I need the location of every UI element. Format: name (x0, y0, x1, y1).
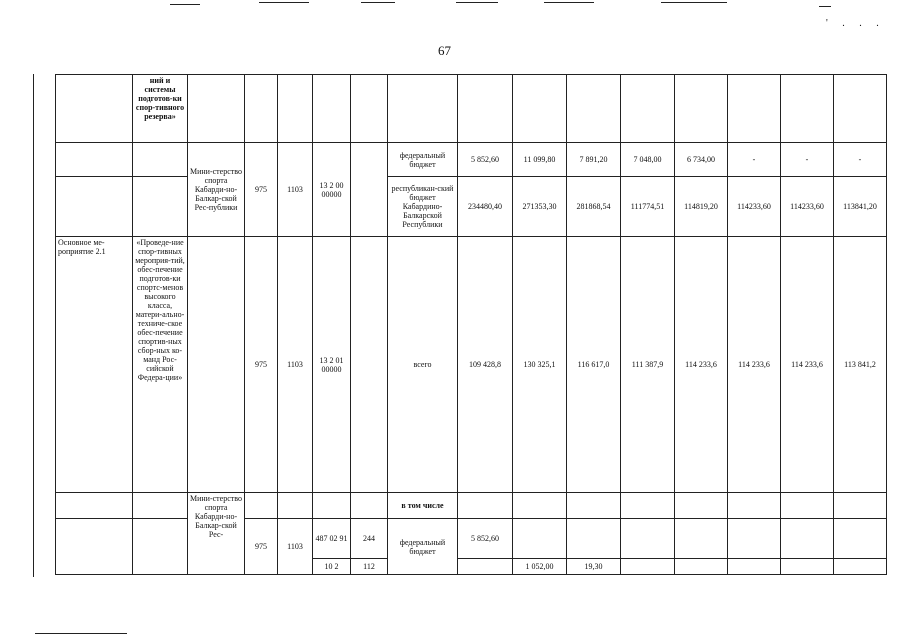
csr-cell: 487 02 91 (313, 519, 351, 559)
value-cell: 113841,20 (834, 177, 887, 237)
value-cell: - (781, 143, 834, 177)
status-cell (56, 493, 133, 519)
value-cell (567, 75, 621, 143)
value-cell: 271353,30 (513, 177, 567, 237)
top-rule-4 (456, 2, 498, 3)
source-cell: всего (388, 237, 458, 493)
grbs-cell: 975 (245, 143, 278, 237)
table-row (56, 237, 887, 493)
value-cell (567, 519, 621, 559)
value-cell (675, 519, 728, 559)
source-cell: федеральный бюджет (388, 519, 458, 575)
value-cell: 111774,51 (621, 177, 675, 237)
status-cell (56, 75, 133, 143)
value-cell (781, 519, 834, 559)
value-cell (675, 559, 728, 575)
value-cell: 1 052,00 (513, 559, 567, 575)
value-cell (621, 493, 675, 519)
top-rule-2 (259, 2, 309, 3)
value-cell (781, 493, 834, 519)
value-cell: 234480,40 (458, 177, 513, 237)
grbs-cell (245, 75, 278, 143)
value-cell (728, 519, 781, 559)
value-cell (728, 559, 781, 575)
value-cell (621, 559, 675, 575)
scan-marks: ' . . . (826, 18, 885, 29)
name-cell (133, 493, 188, 519)
value-cell (781, 559, 834, 575)
executor-cell: Мини-стерство спорта Кабарди-но-Балкар-ской Рес-публики (188, 143, 245, 237)
value-cell: 5 852,60 (458, 519, 513, 559)
name-cell: ний и системы подготов-ки спор-тивного резерва» (133, 75, 188, 143)
value-cell (621, 75, 675, 143)
csr-cell (313, 493, 351, 519)
left-margin-line (33, 74, 34, 577)
value-cell: 111 387,9 (621, 237, 675, 493)
value-cell (567, 493, 621, 519)
executor-cell: Мини-стерство спорта Кабарди-но-Балкар-ской Рес- (188, 493, 245, 575)
vr-cell: 112 (351, 559, 388, 575)
rzpr-cell: 1103 (278, 143, 313, 237)
status-cell: Основное ме-роприятие 2.1 (56, 237, 133, 493)
value-cell: 19,30 (567, 559, 621, 575)
grbs-cell: 975 (245, 237, 278, 493)
top-rule-6 (661, 2, 727, 3)
value-cell: 6 734,00 (675, 143, 728, 177)
value-cell (834, 493, 887, 519)
vr-cell: 244 (351, 519, 388, 559)
value-cell (834, 519, 887, 559)
value-cell (834, 75, 887, 143)
table-row (56, 177, 887, 237)
rzpr-cell (278, 493, 313, 519)
value-cell: 113 841,2 (834, 237, 887, 493)
value-cell (675, 493, 728, 519)
executor-cell (188, 237, 245, 493)
name-cell: «Проведе-ние спор-тивных мероприя-тий, обес-печение подготов-ки спортс-менов высокого класса, матери-ально-техниче-ское обес-печение спортив-ных сбор-ных ко-манд Рос-сийской Федера-ции» (133, 237, 188, 493)
value-cell: 109 428,8 (458, 237, 513, 493)
value-cell: 114 233,6 (781, 237, 834, 493)
table-row (56, 75, 887, 143)
rzpr-cell: 1103 (278, 519, 313, 575)
program-table (55, 74, 887, 575)
value-cell (513, 519, 567, 559)
source-cell (388, 75, 458, 143)
value-cell (621, 519, 675, 559)
page-number: 67 (438, 43, 451, 58)
value-cell (458, 75, 513, 143)
top-rule-1 (170, 4, 200, 5)
value-cell (513, 75, 567, 143)
source-cell: республикан-ский бюджет Кабардино-Балкарской Республики (388, 177, 458, 237)
value-cell: 114819,20 (675, 177, 728, 237)
executor-cell (188, 75, 245, 143)
vr-cell (351, 75, 388, 143)
value-cell: - (834, 143, 887, 177)
value-cell (728, 493, 781, 519)
grbs-cell: 975 (245, 519, 278, 575)
table-row (56, 519, 887, 559)
csr-cell (313, 75, 351, 143)
value-cell: 7 891,20 (567, 143, 621, 177)
top-rule-7 (819, 6, 831, 7)
top-rule-5 (544, 2, 594, 3)
top-rule-3 (361, 2, 395, 3)
table-row (56, 143, 887, 177)
value-cell: 114233,60 (781, 177, 834, 237)
value-cell: - (728, 143, 781, 177)
value-cell (781, 75, 834, 143)
value-cell: 114 233,6 (728, 237, 781, 493)
value-cell: 5 852,60 (458, 143, 513, 177)
including-label: в том числе (388, 493, 458, 519)
csr-cell: 10 2 (313, 559, 351, 575)
value-cell: 281868,54 (567, 177, 621, 237)
csr-cell: 13 2 00 00000 (313, 143, 351, 237)
status-cell (56, 177, 133, 237)
status-cell (56, 519, 133, 575)
value-cell: 11 099,80 (513, 143, 567, 177)
value-cell: 130 325,1 (513, 237, 567, 493)
footnote-rule (35, 633, 127, 634)
value-cell: 7 048,00 (621, 143, 675, 177)
value-cell (458, 493, 513, 519)
value-cell (728, 75, 781, 143)
vr-cell (351, 493, 388, 519)
csr-cell: 13 2 01 00000 (313, 237, 351, 493)
rzpr-cell (278, 75, 313, 143)
name-cell (133, 519, 188, 575)
source-cell: федеральный бюджет (388, 143, 458, 177)
name-cell (133, 177, 188, 237)
status-cell (56, 143, 133, 177)
value-cell: 114233,60 (728, 177, 781, 237)
value-cell: 114 233,6 (675, 237, 728, 493)
value-cell (458, 559, 513, 575)
grbs-cell (245, 493, 278, 519)
table-row (56, 493, 887, 519)
value-cell (834, 559, 887, 575)
name-cell (133, 143, 188, 177)
value-cell (513, 493, 567, 519)
vr-cell (351, 237, 388, 493)
vr-cell (351, 143, 388, 237)
value-cell: 116 617,0 (567, 237, 621, 493)
rzpr-cell: 1103 (278, 237, 313, 493)
value-cell (675, 75, 728, 143)
